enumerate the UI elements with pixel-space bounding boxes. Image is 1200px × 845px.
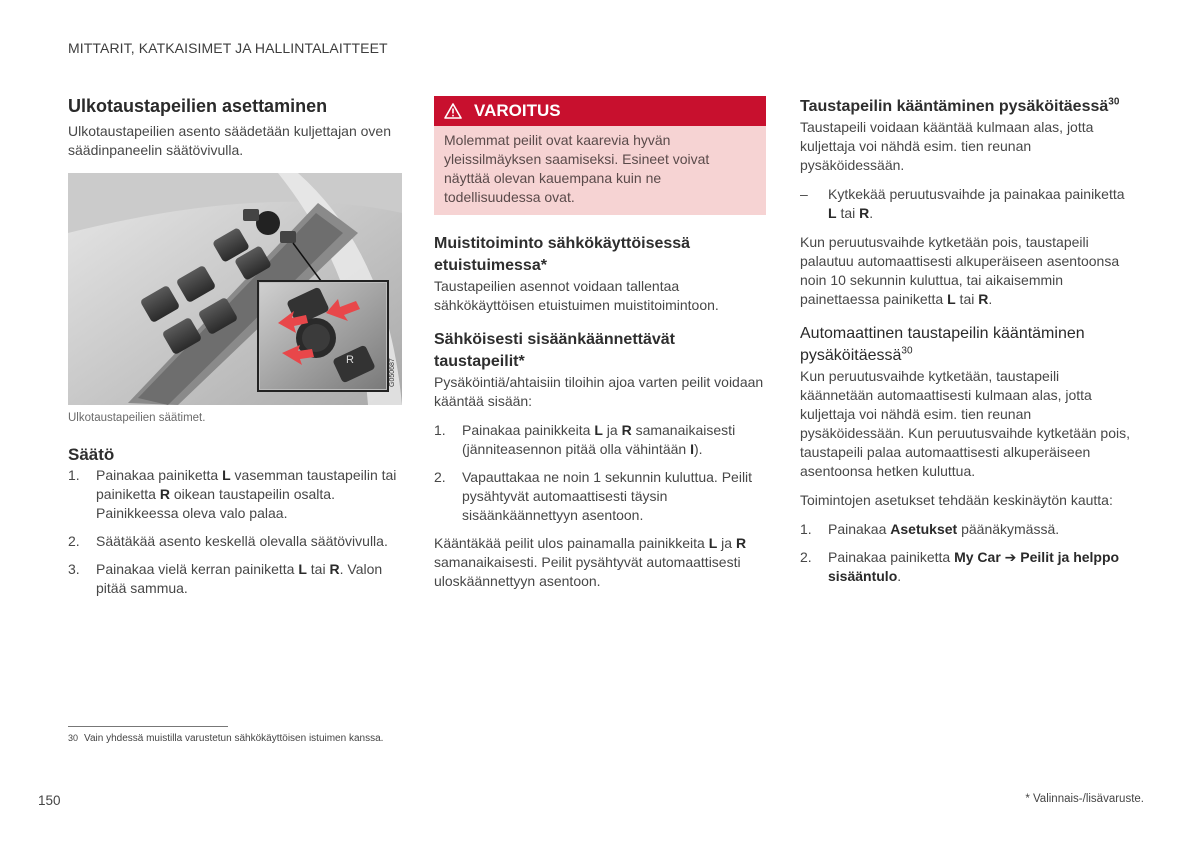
tilting-text: Taustapeili voidaan kääntää kulmaan alas, jotta kuljettaja voi nähdä esim. tien reunan pysäköidessään. <box>800 119 1094 173</box>
step-number: 1. <box>800 521 812 537</box>
arrow-right-icon: ➔ <box>1004 549 1017 565</box>
folding-heading: Sähköisesti sisäänkäännettävät taustapeilit* <box>434 331 676 370</box>
adjust-heading: Säätö <box>68 445 115 464</box>
footnote-divider <box>68 726 228 727</box>
step-number: 2. <box>68 533 80 549</box>
figure-code: G050687 <box>389 358 396 387</box>
warning-triangle-icon <box>444 103 462 119</box>
step-number: 2. <box>434 469 446 485</box>
footnote: 30 Vain yhdessä muistilla varustetun sähkökäyttöisen istuimen kanssa. <box>68 733 384 744</box>
running-header: MITTARIT, KATKAISIMET JA HALLINTALAITTEET <box>68 40 388 56</box>
step-number: 2. <box>800 549 812 565</box>
settings-steps-list <box>800 520 1132 586</box>
auto-tilting-text: Kun peruutusvaihde kytketään, taustapeili käännetään automaattisesti kulmaan alas, jotta kuljettaja voi nähdä esim. tien reunan pysäköidessään. Kun peruutusvaihde kytketään pois, taustapeili palaa automaattisesti alkuperäiseen asentoonsa hetken kuluttua. <box>800 368 1130 479</box>
optional-equipment-note: * Valinnais-/lisävaruste. <box>1025 793 1144 805</box>
tilting-return-text: Kun peruutusvaihde kytketään pois, taustapeili palautuu automaattisesti alkuperäiseen asentoonsa noin 10 sekunnin kuluttua, tai aikaisemmin painettaessa painiketta L tai R. <box>800 234 1120 307</box>
settings-text: Toimintojen asetukset tehdään keskinäytön kautta: <box>800 492 1113 508</box>
svg-text:R: R <box>346 354 354 366</box>
page-number: 150 <box>38 793 61 808</box>
mirror-controls-figure <box>68 173 402 405</box>
step-number: 3. <box>68 561 80 577</box>
list-item: 2. Vapauttakaa ne noin 1 sekunnin kuluttua. Peilit pysähtyvät automaattisesti täysin sisäänkäännettyyn asentoon. <box>434 469 753 523</box>
tilting-heading: Taustapeilin kääntäminen pysäköitäessä$^{30}$ <box>800 96 1120 115</box>
list-item: 1. Painakaa painikkeita L ja R samanaikaisesti (jänniteasennon pitää olla vähintään I). <box>434 422 736 457</box>
memory-text: Taustapeilien asennot voidaan tallentaa sähkökäyttöisen etuistuimen muistitoimintoon. <box>434 278 719 313</box>
column-middle <box>434 96 766 591</box>
warning-header <box>434 96 766 126</box>
list-item: 1. Painakaa Asetukset päänäkymässä. <box>800 521 1060 537</box>
warning-title: VAROITUS <box>474 101 561 120</box>
list-item: 2. Säätäkää asento keskellä olevalla säätövivulla. <box>68 533 388 549</box>
list-item: 2. Painakaa painiketta My Car ➔ Peilit ja helppo sisääntulo. <box>800 549 1120 584</box>
intro-paragraph: Ulkotaustapeilien asento säädetään kuljettajan oven säädinpaneelin säätövivulla. <box>68 123 392 158</box>
folding-text: Pysäköintiä/ahtaisiin tiloihin ajoa varten peilit voidaan kääntää sisään: <box>434 374 764 409</box>
fold-out-text: Kääntäkää peilit ulos painamalla painikkeita L ja R samanaikaisesti. Peilit pysähtyvät automaattisesti uloskäännettyyn asentoon. <box>434 535 747 589</box>
folding-steps-list <box>434 421 766 525</box>
auto-tilting-heading: Automaattinen taustapeilin kääntäminen pysäköitäessä$^{30}$ <box>800 325 1085 364</box>
adjust-steps-list <box>68 466 404 598</box>
list-item: – Kytkekää peruutusvaihde ja painakaa painiketta L tai R. <box>800 186 1125 221</box>
step-number: 1. <box>68 467 80 483</box>
column-right <box>800 96 1132 595</box>
figure-caption: Ulkotaustapeilien säätimet. <box>68 412 206 424</box>
warning-box <box>434 96 766 215</box>
memory-heading: Muistitoiminto sähkökäyttöisessä etuistuimessa* <box>434 235 691 274</box>
door-panel-illustration <box>68 173 402 405</box>
list-item: 1. Painakaa painiketta L vasemman taustapeilin tai painiketta R oikean taustapeilin osalta. Painikkeessa oleva valo palaa. <box>68 467 397 521</box>
section-heading-mirror-adjust: Ulkotaustapeilien asettaminen <box>68 96 328 116</box>
column-left <box>68 96 404 607</box>
list-item: 3. Painakaa vielä kerran painiketta L tai R. Valon pitää sammua. <box>68 561 383 596</box>
warning-text: Molemmat peilit ovat kaarevia hyvän yleissilmäyksen saamiseksi. Esineet voivat näyttää olevan kauempana kuin ne todellisuudessa ovat. <box>444 132 710 205</box>
step-number: 1. <box>434 422 446 438</box>
